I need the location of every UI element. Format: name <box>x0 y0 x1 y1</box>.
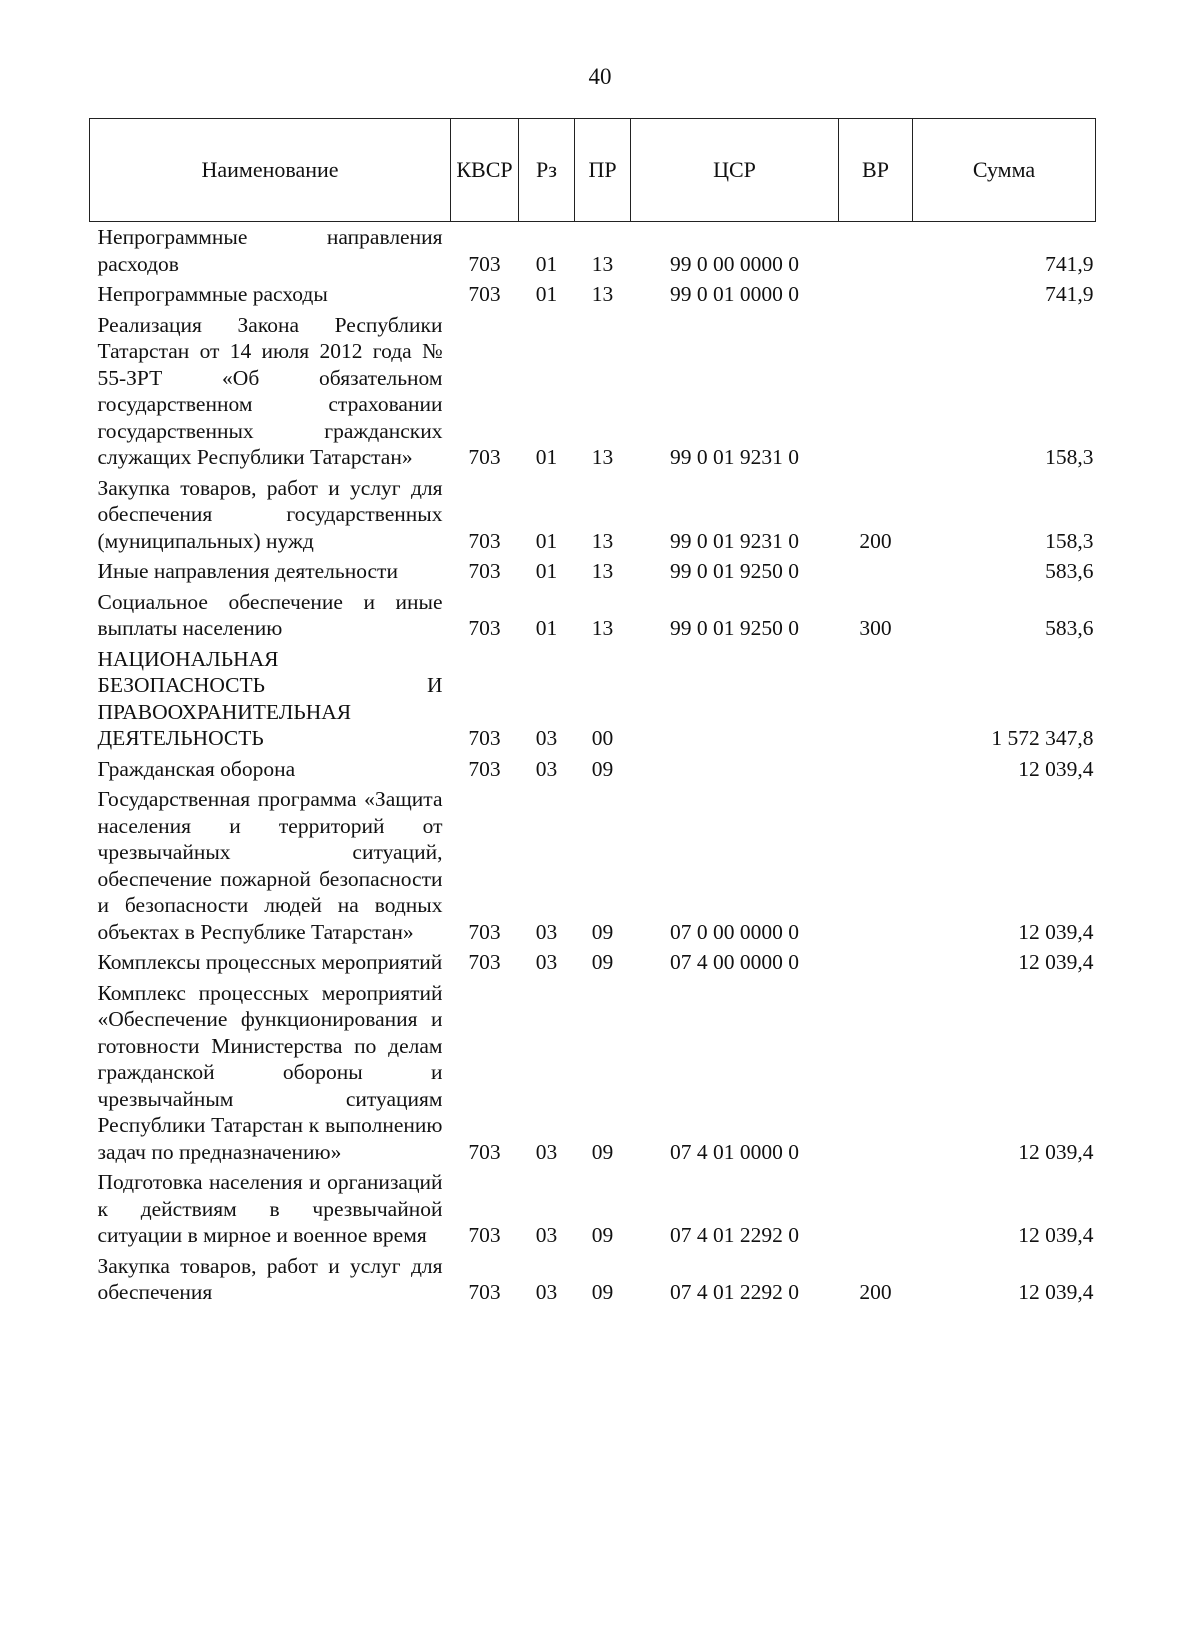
row-vr <box>839 979 913 1169</box>
row-sum: 12 039,4 <box>1018 1139 1094 1164</box>
row-sum: 583,6 <box>1045 616 1094 640</box>
row-name: Государственная программа «Защита населения и территорий от чрезвычайных ситуаций, обеспечение пожарной безопасности и безопасности людей на водных объектах в Республике Татарстан» <box>97 787 443 944</box>
row-rz: 01 <box>535 282 558 306</box>
row-sum: 12 039,4 <box>1018 919 1094 944</box>
row-vr <box>839 645 913 755</box>
row-name: Гражданская оборона <box>97 756 296 781</box>
header-kvsr: КВСР <box>451 119 519 222</box>
table-row <box>90 948 1096 979</box>
table-row <box>90 1168 1096 1252</box>
row-name: НАЦИОНАЛЬНАЯ БЕЗОПАСНОСТЬ И ПРАВООХРАНИТЕЛЬНАЯ ДЕЯТЕЛЬНОСТЬ <box>97 646 443 750</box>
row-name: Подготовка населения и организаций к действиям в чрезвычайной ситуации в мирное и военное время <box>97 1170 443 1247</box>
row-vr: 300 <box>859 616 892 640</box>
row-pr: 13 <box>591 251 614 276</box>
row-vr <box>839 785 913 948</box>
table-body <box>90 222 1096 1309</box>
row-kvsr: 703 <box>468 251 501 276</box>
row-csr: 99 0 01 9250 0 <box>670 559 799 583</box>
row-pr: 09 <box>591 1280 614 1304</box>
table-row <box>90 785 1096 948</box>
row-sum: 158,3 <box>1045 445 1094 469</box>
table-row <box>90 280 1096 311</box>
row-name: Закупка товаров, работ и услуг для обеспечения государственных (муниципальных) нужд <box>97 475 443 553</box>
row-rz: 03 <box>535 1280 558 1304</box>
row-vr <box>839 557 913 588</box>
row-csr: 99 0 01 0000 0 <box>670 282 799 306</box>
row-rz: 01 <box>535 559 558 583</box>
row-kvsr: 703 <box>468 1139 501 1164</box>
table-row <box>90 557 1096 588</box>
row-kvsr: 703 <box>468 919 501 944</box>
row-vr: 200 <box>859 1280 892 1304</box>
row-name: Социальное обеспечение и иные выплаты населению <box>97 589 443 640</box>
row-vr <box>839 1168 913 1252</box>
row-pr: 09 <box>591 1223 614 1247</box>
row-sum: 12 039,4 <box>1018 950 1094 974</box>
row-pr: 13 <box>591 616 614 640</box>
header-sum: Сумма <box>913 119 1096 222</box>
row-pr: 09 <box>591 950 614 974</box>
row-name: Непрограммные направления расходов <box>97 225 443 276</box>
row-csr: 99 0 01 9231 0 <box>670 445 799 469</box>
row-kvsr: 703 <box>468 282 501 306</box>
row-kvsr: 703 <box>468 1280 501 1304</box>
row-sum: 1 572 347,8 <box>991 726 1094 750</box>
row-vr <box>839 948 913 979</box>
row-kvsr: 703 <box>468 1223 501 1247</box>
table-row <box>90 311 1096 474</box>
row-csr: 07 4 01 2292 0 <box>670 1223 799 1247</box>
row-rz: 03 <box>535 1139 558 1164</box>
row-vr <box>839 311 913 474</box>
table-row <box>90 222 1096 281</box>
row-pr: 00 <box>591 726 614 750</box>
row-sum: 741,9 <box>1045 282 1094 306</box>
row-csr: 07 4 00 0000 0 <box>670 950 799 974</box>
row-name: Закупка товаров, работ и услуг для обеспечения <box>97 1253 443 1304</box>
table-row <box>90 474 1096 558</box>
row-kvsr: 703 <box>468 616 501 640</box>
row-csr <box>631 755 839 786</box>
row-name: Иные направления деятельности <box>97 559 398 583</box>
table-row <box>90 979 1096 1169</box>
row-name: Реализация Закона Республики Татарстан от 14 июля 2012 года № 55-ЗРТ «Об обязательном государственном страховании государственных гражданских служащих Республики Татарстан» <box>97 312 443 469</box>
row-kvsr: 703 <box>468 726 501 750</box>
table-row <box>90 645 1096 755</box>
row-pr: 13 <box>591 282 614 306</box>
row-vr: 200 <box>859 528 892 553</box>
header-csr: ЦСР <box>631 119 839 222</box>
row-sum: 12 039,4 <box>1018 1280 1094 1304</box>
budget-table <box>89 118 1096 1309</box>
header-row <box>90 119 1096 222</box>
row-vr <box>839 222 913 281</box>
row-pr: 13 <box>591 445 614 469</box>
table-row <box>90 588 1096 645</box>
row-rz: 03 <box>535 1223 558 1247</box>
header-vr: ВР <box>839 119 913 222</box>
header-pr: ПР <box>575 119 631 222</box>
row-rz: 01 <box>535 445 558 469</box>
row-pr: 13 <box>591 559 614 583</box>
row-name: Комплекс процессных мероприятий «Обеспечение функционирования и готовности Министерства по делам гражданской обороны и чрезвычайным ситуациям Республики Татарстан к выполнению задач по предназначению» <box>97 980 443 1164</box>
header-rz: Рз <box>519 119 575 222</box>
page-number: 40 <box>588 64 612 89</box>
row-csr: 99 0 01 9231 0 <box>670 528 799 553</box>
row-csr <box>631 645 839 755</box>
row-sum: 583,6 <box>1045 559 1094 583</box>
row-pr: 09 <box>591 919 614 944</box>
row-csr: 07 4 01 2292 0 <box>670 1280 799 1304</box>
row-name: Комплексы процессных мероприятий <box>97 950 443 974</box>
row-csr: 07 4 01 0000 0 <box>670 1139 799 1164</box>
row-csr: 99 0 01 9250 0 <box>670 616 799 640</box>
row-rz: 03 <box>535 950 558 974</box>
row-rz: 03 <box>535 756 558 781</box>
row-pr: 09 <box>591 1139 614 1164</box>
row-rz: 03 <box>535 919 558 944</box>
row-vr <box>839 755 913 786</box>
row-pr: 09 <box>591 756 614 781</box>
row-sum: 158,3 <box>1045 528 1094 553</box>
row-rz: 03 <box>535 726 558 750</box>
row-kvsr: 703 <box>468 445 501 469</box>
row-sum: 12 039,4 <box>1018 1223 1094 1247</box>
table-row <box>90 755 1096 786</box>
row-sum: 12 039,4 <box>1018 756 1094 781</box>
row-rz: 01 <box>535 616 558 640</box>
row-name: Непрограммные расходы <box>97 282 328 306</box>
row-kvsr: 703 <box>468 950 501 974</box>
row-kvsr: 703 <box>468 756 501 781</box>
row-csr: 07 0 00 0000 0 <box>670 919 799 944</box>
row-csr: 99 0 00 0000 0 <box>670 251 799 276</box>
row-rz: 01 <box>535 251 558 276</box>
row-pr: 13 <box>591 528 614 553</box>
header-name: Наименование <box>90 119 451 222</box>
table-header <box>90 119 1096 222</box>
row-rz: 01 <box>535 528 558 553</box>
row-kvsr: 703 <box>468 559 501 583</box>
table-row <box>90 1252 1096 1309</box>
row-sum: 741,9 <box>1045 251 1094 276</box>
row-kvsr: 703 <box>468 528 501 553</box>
row-vr <box>839 280 913 311</box>
